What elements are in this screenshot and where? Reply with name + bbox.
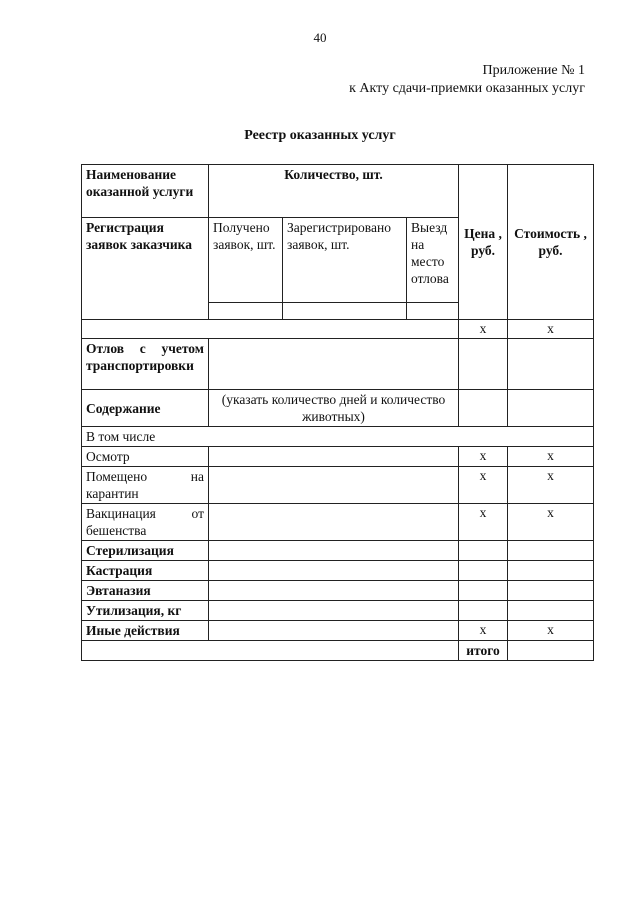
- table-header-row: [82, 165, 594, 218]
- osmotr-price-x: х: [459, 447, 508, 467]
- content-note: (указать количество дней и количество животных): [209, 390, 459, 427]
- euthanasia-price: [459, 581, 508, 601]
- euthanasia-cost: [508, 581, 594, 601]
- osmotr-cost-x: х: [508, 447, 594, 467]
- cost-x: х: [508, 320, 594, 339]
- utilization-label: Утилизация, кг: [82, 601, 209, 621]
- vaccination-quantity: [209, 504, 459, 541]
- quarantine-quantity: [209, 467, 459, 504]
- table-row-content: [82, 390, 594, 427]
- table-row-euthanasia: [82, 581, 594, 601]
- table-row-total: [82, 641, 594, 661]
- other-price-x: х: [459, 621, 508, 641]
- price-x: х: [459, 320, 508, 339]
- table-row-other: [82, 621, 594, 641]
- utilization-quantity: [209, 601, 459, 621]
- total-label: итого: [459, 641, 508, 661]
- castration-cost: [508, 561, 594, 581]
- table-row-including: [82, 427, 594, 447]
- content-cost: [508, 390, 594, 427]
- including-label: В том числе: [82, 427, 594, 447]
- header-cost: Стоимость , руб.: [508, 165, 594, 320]
- annex-reference: к Акту сдачи-приемки оказанных услуг: [349, 81, 585, 96]
- quarantine-word-3: карантин: [86, 486, 139, 501]
- otlov-label: Отлов с учетом транспортировки: [82, 339, 209, 390]
- registration-registered: Зарегистрировано заявок, шт.: [283, 218, 407, 303]
- registration-label: Регистрация заявок заказчика: [82, 218, 209, 320]
- annex-number: Приложение № 1: [482, 63, 585, 78]
- table-row-utilization: [82, 601, 594, 621]
- castration-quantity: [209, 561, 459, 581]
- registration-received: Получено заявок, шт.: [209, 218, 283, 303]
- vaccination-label: [82, 504, 209, 541]
- total-empty: [82, 641, 459, 661]
- other-quantity: [209, 621, 459, 641]
- quarantine-word-2: на: [190, 469, 204, 484]
- vaccination-price-x: х: [459, 504, 508, 541]
- table-row-quarantine: [82, 467, 594, 504]
- euthanasia-quantity: [209, 581, 459, 601]
- vaccination-word-2: от: [191, 506, 204, 521]
- page-number: 40: [313, 30, 327, 45]
- header-quantity: Количество, шт.: [209, 165, 459, 218]
- osmotr-quantity: [209, 447, 459, 467]
- table-row-sterilization: [82, 541, 594, 561]
- header-price: Цена , руб.: [459, 165, 508, 320]
- quarantine-label: [82, 467, 209, 504]
- sterilization-price: [459, 541, 508, 561]
- vaccination-cost-x: х: [508, 504, 594, 541]
- sterilization-quantity: [209, 541, 459, 561]
- table-row-registration-totals: [82, 320, 594, 339]
- euthanasia-label: Эвтаназия: [82, 581, 209, 601]
- quarantine-price-x: х: [459, 467, 508, 504]
- sterilization-cost: [508, 541, 594, 561]
- departure-value: [407, 303, 459, 320]
- castration-label: Кастрация: [82, 561, 209, 581]
- total-value: [508, 641, 594, 661]
- otlov-price: [459, 339, 508, 390]
- registration-totals-empty: [82, 320, 459, 339]
- services-registry-table: [81, 164, 594, 661]
- vaccination-word-1: Вакцинация: [86, 506, 156, 521]
- utilization-price: [459, 601, 508, 621]
- table-row-vaccination: [82, 504, 594, 541]
- received-value: [209, 303, 283, 320]
- quarantine-cost-x: х: [508, 467, 594, 504]
- registered-value: [283, 303, 407, 320]
- utilization-cost: [508, 601, 594, 621]
- table-row-castration: [82, 561, 594, 581]
- quarantine-word-1: Помещено: [86, 469, 148, 484]
- registration-departure: Выезд на место отлова: [407, 218, 459, 303]
- table-row-osmotr: [82, 447, 594, 467]
- osmotr-label: Осмотр: [82, 447, 209, 467]
- otlov-cost: [508, 339, 594, 390]
- header-service-name: Наименование оказанной услуги: [82, 165, 209, 218]
- castration-price: [459, 561, 508, 581]
- content-price: [459, 390, 508, 427]
- document-title: Реестр оказанных услуг: [244, 128, 396, 143]
- other-cost-x: х: [508, 621, 594, 641]
- otlov-quantity: [209, 339, 459, 390]
- sterilization-label: Стерилизация: [82, 541, 209, 561]
- other-label: Иные действия: [82, 621, 209, 641]
- vaccination-word-3: бешенства: [86, 523, 147, 538]
- content-label: Содержание: [82, 390, 209, 427]
- table-row-otlov: [82, 339, 594, 390]
